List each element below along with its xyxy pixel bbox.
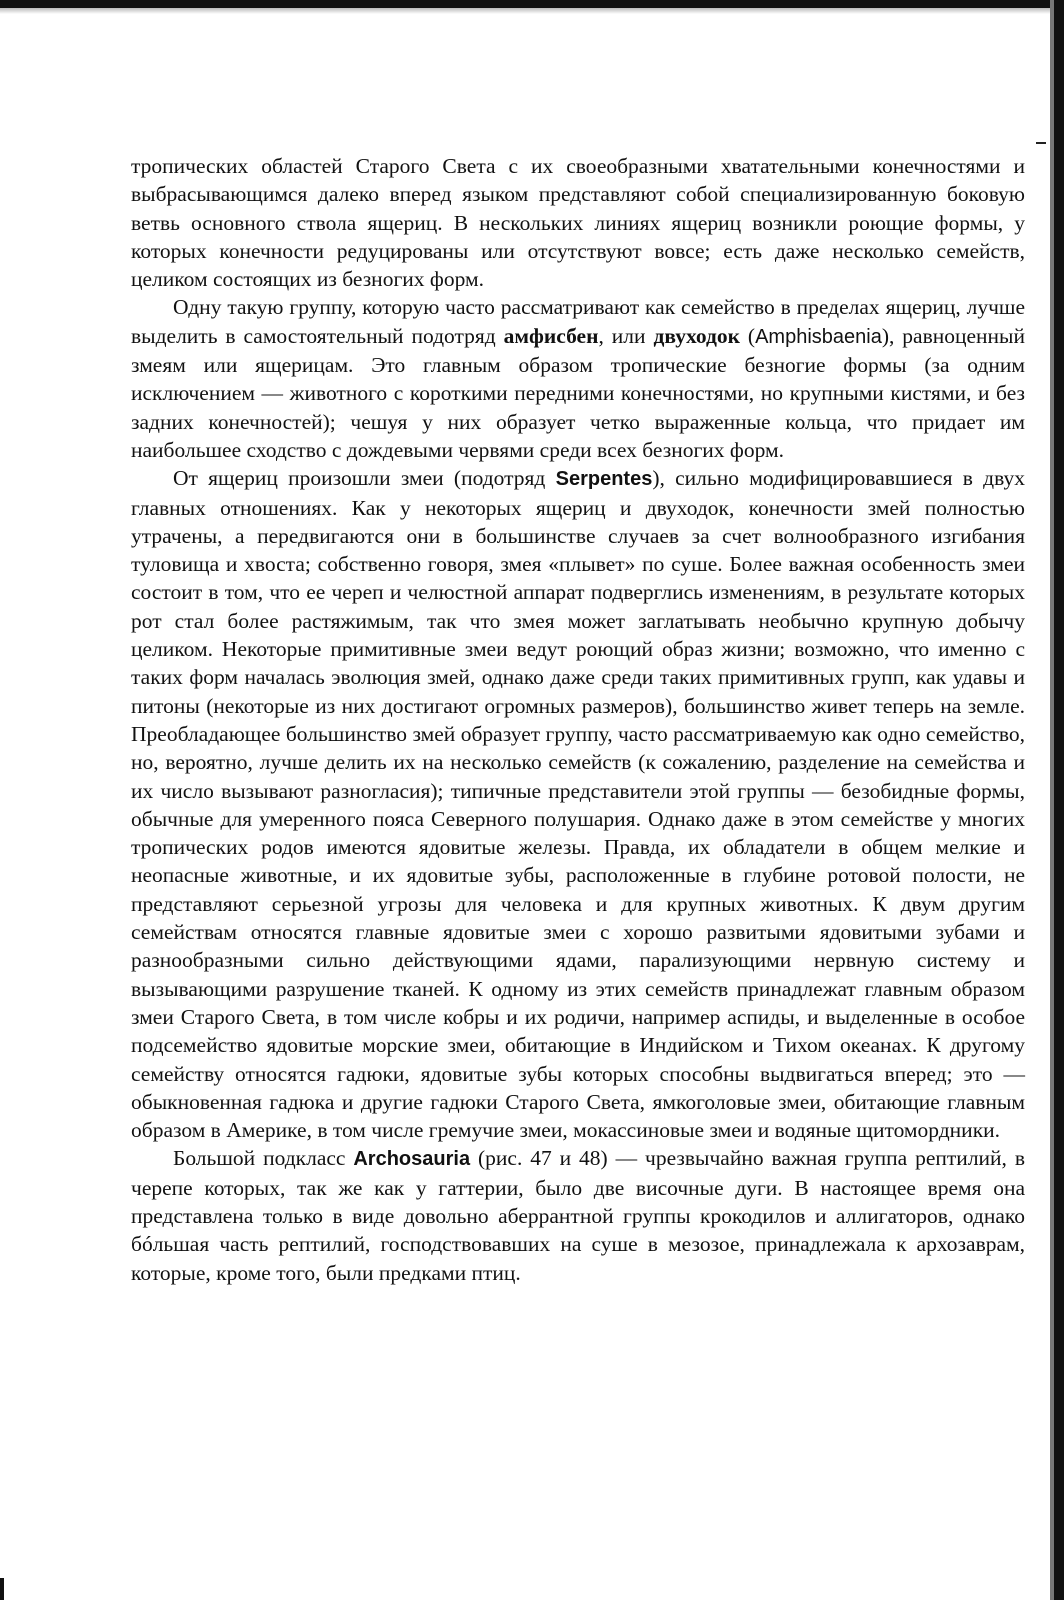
paragraph-2-text-c: ( [740, 323, 756, 348]
paragraph-3-text-a: От ящериц произошли змеи (подотряд [173, 466, 556, 491]
paragraph-3 [131, 464, 1025, 1144]
paragraph-2-text-d: ), равноценный змеям или ящерицам. Это главным образом тропические безногие формы (за одним исключением — животного с короткими передними конечностями, но крупными кистями, и без задних конечностей); чешуя у них образует четко выраженные кольца, что придает им наибольшее сходство с дождевыми червями среди всех безногих форм. [131, 323, 1025, 462]
scan-corner-mark [0, 1578, 4, 1600]
scan-shadow-top [0, 8, 1064, 14]
paragraph-1 [131, 152, 1025, 293]
latin-amphisbaenia: Amphisbaenia [755, 325, 882, 348]
page-body-text [131, 152, 1025, 1287]
term-dvuhodok: двуходок [653, 323, 741, 348]
paragraph-3-text-b: ), сильно модифицировавшиеся в двух главных отношениях. Как у некоторых ящериц и двуходок, конечности змей полностью утрачены, а передвигаются они в большинстве случаев за счет волнообразного изгибания туловища и хвоста; собственно говоря, змея «плывет» по суше. Более важная особенность змеи состоит в том, что ее череп и челюстной аппарат подверглись изменениям, в результате которых рот стал более растяжимым, так что змея может заглатывать необычно крупную добычу целиком. Некоторые примитивные змеи ведут роющий образ жизни; возможно, что именно с таких форм началась эволюция змей, однако даже среди таких примитивных групп, как удавы и питоны (некоторые из них достигают огромных размеров), большинство живет теперь на земле. Преобладающее большинство змей образует группу, часто рассматриваемую как одно семейство, но, вероятно, лучше делить их на несколько семейств (к сожалению, разделение на семейства и их число вызывают разногласия); типичные представители этой группы — безобидные формы, обычные для умеренного пояса Северного полушария. Однако даже в этом семействе у многих тропических родов имеются ядовитые железы. Правда, их обладатели в общем мелкие и неопасные животные, и их ядовитые зубы, расположенные в глубине ротовой полости, не представляют серьезной угрозы для человека и для крупных животных. К двум другим семействам относятся главные ядовитые змеи с хорошо развитыми ядовитыми зубами и разнообразными сильно действующими ядами, парализующими нервную систему и вызывающими разрушение тканей. К одному из этих семейств принадлежат главным образом змеи Старого Света, в том числе кобры и их родичи, например аспиды, и выделенные в особое подсемейство ядовитые морские змеи, обитающие в Индийском и Тихом океанах. К другому семейству относятся гадюки, ядовитые зубы которых способны выдвигаться вперед; это — обыкновенная гадюка и другие гадюки Старого Света, ямкоголовые змеи, обитающие главным образом в Америке, в том числе гремучие змеи, мокассиновые змеи и водяные щитомордники. [131, 466, 1025, 1143]
latin-serpentes: Serpentes [555, 468, 653, 491]
paragraph-4-text-b: (рис. 47 и 48) — чрезвычайно важная группа рептилий, в черепе которых, так же как у гаттерии, было две височные дуги. В настоящее время она представлена только в виде довольно аберрантной группы крокодилов и аллигаторов, однако бóльшая часть рептилий, господствовавших на суше в мезозое, принадлежала к архозаврам, которые, кроме того, были предками птиц. [131, 1146, 1025, 1285]
scan-border-right [1054, 0, 1064, 1600]
scan-border-top [0, 0, 1064, 8]
paragraph-2 [131, 293, 1025, 464]
paragraph-4-text-a: Большой подкласс [173, 1146, 354, 1171]
paragraph-4 [131, 1144, 1025, 1286]
paragraph-2-text-a: Одну такую группу, которую часто рассматривают как семейство в пределах ящериц, лучше выделить в самостоятельный подотряд [131, 295, 1025, 348]
margin-dash-mark [1036, 142, 1046, 144]
paragraph-1-text: тропических областей Старого Света с их своеобразными хватательными конечностями и выбрасывающимся далеко вперед языком представляют собой специализированную боковую ветвь основного ствола ящериц. В нескольких линиях ящериц возникли роющие формы, у которых конечности редуцированы или отсутствуют вовсе; есть даже несколько семейств, целиком состоящих из безногих форм. [131, 154, 1025, 292]
term-amphisbaena: амфисбен [503, 323, 599, 348]
latin-archosauria: Archosauria [353, 1148, 471, 1171]
paragraph-2-text-b: , или [598, 323, 654, 348]
